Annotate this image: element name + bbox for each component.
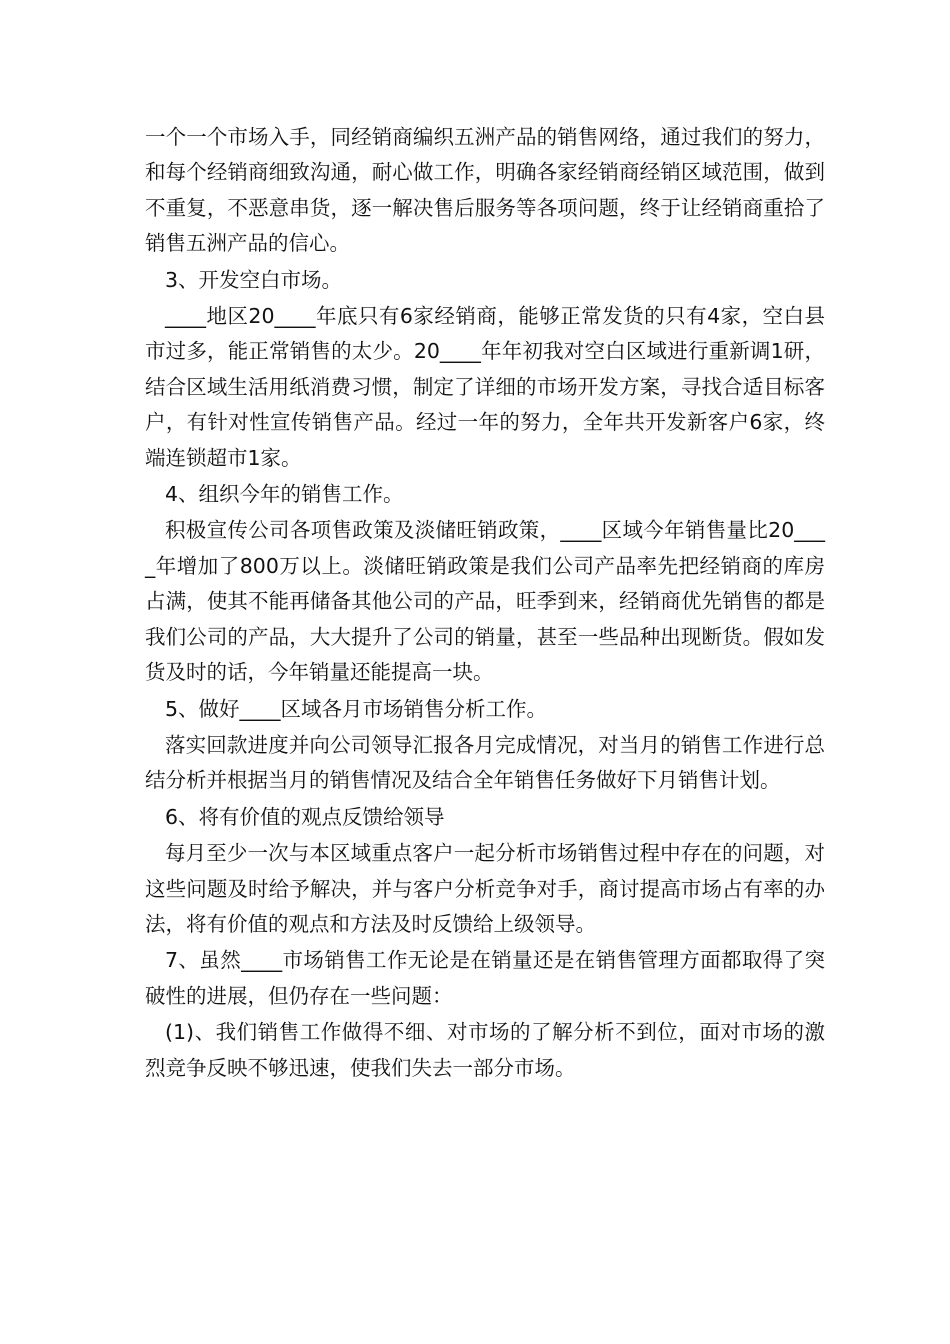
heading-4-organize-sales: 4、组织今年的销售工作。 (165, 482, 404, 507)
paragraph-problem-1: (1)、我们销售工作做得不细、对市场的了解分析不到位，面对市场的激烈竞争反映不够迅速，使我们失去一部分市场。 (145, 1020, 825, 1080)
heading-7-problems: 7、虽然____市场销售工作无论是在销量还是在销售管理方面都取得了突破性的进展，但仍存在一些问题： (145, 948, 825, 1008)
paragraph-sales-policy: 积极宣传公司各项售政策及淡储旺销政策，____区域今年销售量比20____年增加了800万以上。淡储旺销政策是我们公司产品率先把经销商的库房占满，使其不能再储备其他公司的产品，旺季到来，经销商优先销售的都是我们公司的产品，大大提升了公司的销量，甚至一些品种出现断货。假如发货及时的话，今年销量还能提高一块。 (145, 518, 825, 685)
document-page (145, 120, 825, 1086)
paragraph-feedback: 每月至少一次与本区域重点客户一起分析市场销售过程中存在的问题，对这些问题及时给予解决，并与客户分析竞争对手，商讨提高市场占有率的办法，将有价值的观点和方法及时反馈给上级领导。 (145, 841, 825, 936)
paragraph-blank-market: ____地区20____年底只有6家经销商，能够正常发货的只有4家，空白县市过多，能正常销售的太少。20____年年初我对空白区域进行重新调1研，结合区域生活用纸消费习惯，制定了详细的市场开发方案，寻找合适目标客户，有针对性宣传销售产品。经过一年的努力，全年共开发新客户6家，终端连锁超市1家。 (145, 304, 825, 470)
heading-3-develop-blank-market: 3、开发空白市场。 (165, 267, 343, 292)
heading-5-monthly-analysis: 5、做好____区域各月市场销售分析工作。 (165, 696, 548, 721)
paragraph-monthly-analysis: 落实回款进度并向公司领导汇报各月完成情况，对当月的销售工作进行总结分析并根据当月的销售情况及结合全年销售任务做好下月销售计划。 (145, 732, 825, 793)
heading-6-feedback: 6、将有价值的观点反馈给领导 (165, 804, 445, 829)
paragraph-continuation: 一个一个市场入手，同经销商编织五洲产品的销售网络，通过我们的努力，和每个经销商细致沟通，耐心做工作，明确各家经销商经销区域范围，做到不重复，不恶意串货，逐一解决售后服务等各项问题，终于让经销商重拾了销售五洲产品的信心。 (145, 125, 825, 256)
